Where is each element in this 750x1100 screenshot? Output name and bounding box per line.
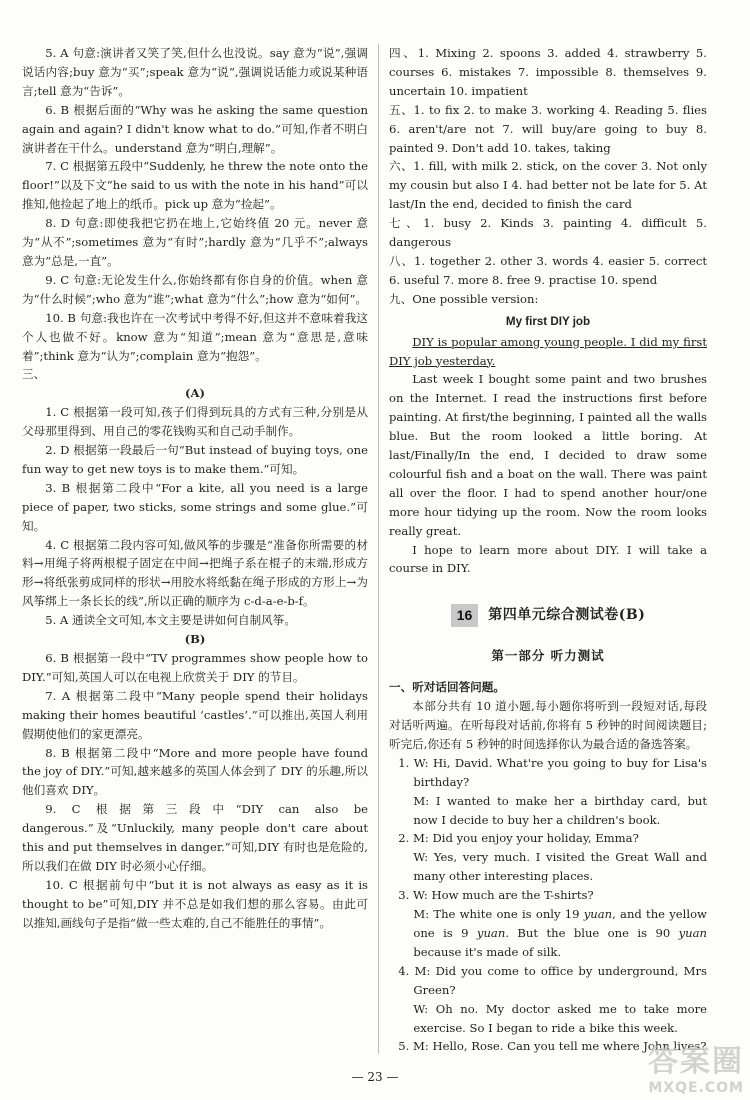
unit-title: 第四单元综合测试卷(B) — [488, 607, 646, 624]
answer-item: 9. C 根据第三段中“DIY can also be dangerous.”及“Unluckily, many people don't care about this and put themselves in danger.”可知,DIY 有时也是危险的,所以我们在做 DIY 时必须小心仔细。 — [22, 802, 368, 873]
answer-item: 9. C 句意:无论发生什么,你始终都有你自身的价值。when 意为“什么时候”;who 意为“谁”;what 意为“什么”;how 意为“如何”。 — [22, 272, 368, 306]
answer-item: 7. C 根据第五段中“Suddenly, he threw the note onto the floor!”以及下文“he said to us with the note in his hand”可以推知,他捡起了地上的纸币。pick up 意为“捡起”。 — [22, 159, 368, 212]
watermark-text-top: 答案圈 — [648, 1044, 744, 1079]
dialogue-line: 5. M: Hello, Rose. Can you tell me where John lives? — [398, 1039, 707, 1054]
listening-heading: 一、听对话回答问题。 — [389, 680, 505, 695]
dialogue-line: M: I wanted to make her a birthday card, but now I decide to buy her a children's book. — [413, 793, 707, 827]
answer-item: 6. B 根据后面的“Why was he asking the same question again and again? I didn't know what to do.”可知,作者不明白演讲者在干什么。understand 意为“明白,理解”。 — [22, 102, 368, 155]
left-column — [22, 44, 368, 933]
dialogue-line: M: The white one is only 19 yuan, and the yellow one is 9 yuan. But the blue one is 90 yuan because it's made of silk. — [413, 907, 707, 959]
dialogue-line: 2. M: Did you enjoy your holiday, Emma? — [398, 831, 639, 846]
unit-number-badge: 16 — [451, 604, 479, 627]
answer-item: 3. B 根据第二段中“For a kite, all you need is a large piece of paper, two sticks, some strings and some glue.”可知。 — [22, 480, 368, 533]
answer-item: 4. C 根据第二段内容可知,做风筝的步骤是“准备你所需要的材料→用绳子将两根棍子固定在中间→把绳子系在棍子的末端,形成方形→将纸张剪成同样的形状→用胶水将纸黏在绳子形成的方形上→为风筝绑上一条长长的线”,所以正确的顺序为 c-d-a-e-b-f。 — [22, 537, 368, 609]
answer-section: 五、1. to fix 2. to make 3. working 4. Reading 5. flies 6. aren't/are not 7. will buy/are going to buy 8. painted 9. Don't add 10. takes, taking — [389, 102, 707, 155]
watermark-logo — [648, 1036, 744, 1096]
column-divider — [378, 44, 379, 1054]
answer-section: 六、1. fill, with milk 2. stick, on the cover 3. Not only my cousin but also I 4. had better not be late for 5. At last/In the end, decided to finish the card — [389, 159, 707, 212]
unit-header — [389, 604, 707, 627]
dialogue-line: 1. W: Hi, David. What're you going to buy for Lisa's birthday? — [398, 755, 707, 789]
listening-intro: 本部分共有 10 道小题,每小题你将听到一段短对话,每段对话听两遍。在听每段对话前,你将有 5 秒钟的时间阅读题目;听完后,你还有 5 秒钟的时间选择你认为最合适的备选答案。 — [389, 699, 707, 751]
page-number: — 23 — — [351, 1070, 399, 1084]
right-column — [389, 44, 707, 1056]
dialogue-line: 3. W: How much are the T-shirts? — [398, 888, 594, 903]
answer-item: 8. B 根据第二段中“More and more people have found the joy of DIY.”可知,越来越多的英国人体会到了 DIY 的乐趣,所以他们喜欢 DIY。 — [22, 745, 368, 798]
dialogue-line: W: Yes, very much. I visited the Great Wall and many other interesting places. — [413, 850, 707, 884]
answer-item: 8. D 句意:即使我把它扔在地上,它始终值 20 元。never 意为“从不”;sometimes 意为“有时”;hardly 意为“几乎不”;always 意为“总是,一直”。 — [22, 216, 368, 268]
answer-item: 5. A 通读全文可知,本文主要是讲如何自制风筝。 — [45, 613, 296, 628]
answer-item: 1. C 根据第一段可知,孩子们得到玩具的方式有三种,分别是从父母那里得到、用自己的零花钱购买和自己动手制作。 — [22, 405, 368, 439]
dialogue-line: 4. M: Did you come to office by underground, Mrs Green? — [398, 963, 707, 997]
section-label: 三、 — [22, 367, 46, 382]
answer-item: 10. B 句意:我也许在一次考试中考得不好,但这并不意味着我这个人也做不好。know 意为“知道”;mean 意为“意思是,意味着”;think 意为“认为”;complain 意为“抱怨”。 — [22, 310, 368, 363]
essay-underlined-opening: DIY is popular among young people. I did my first DIY job yesterday. — [389, 334, 707, 368]
dialogue-line: W: Oh no. My doctor asked me to take more exercise. So I began to ride a bike this week. — [413, 1001, 707, 1035]
part-title: 第一部分 听力测试 — [491, 648, 605, 664]
answer-item: 10. C 根据前句中“but it is not always as easy as it is thought to be”可知,DIY 并不总是如我们想的那么容易。由此可以推知,画线句子是指“做一些太难的,自己不能胜任的事情”。 — [22, 877, 368, 930]
answer-section: 七、1. busy 2. Kinds 3. painting 4. difficult 5. dangerous — [389, 216, 707, 250]
answer-section: 四、1. Mixing 2. spoons 3. added 4. strawberry 5. courses 6. mistakes 7. impossible 8. themselves 9. uncertain 10. impatient — [389, 46, 707, 98]
answer-item: 7. A 根据第二段中“Many people spend their holidays making their homes beautiful ‘castles’.”可以推出,英国人利用假期使他们的家更漂亮。 — [22, 688, 368, 741]
essay-paragraph: Last week I bought some paint and two brushes on the Internet. I read the instructions first before painting. At first/the beginning, I painted all the walls blue. But the room looked a little boring. At last/Finally/In the end, I decided to draw some colourful fish and a boat on the wall. There was paint all over the floor. I had to spend another hour/one more hour tidying up the room. Now the room looks really great. — [389, 372, 707, 538]
essay-paragraph: I hope to learn more about DIY. I will take a course in DIY. — [389, 542, 707, 576]
answer-section: 九、One possible version: — [389, 291, 539, 306]
subsection-label: (B) — [184, 632, 206, 647]
answer-item: 2. D 根据第一段最后一句“But instead of buying toys, one fun way to get new toys is to make them.”可知。 — [22, 443, 368, 476]
answer-section: 八、1. together 2. other 3. words 4. easier 5. correct 6. useful 7. more 8. free 9. practise 10. spend — [389, 253, 707, 287]
subsection-label: (A) — [185, 386, 205, 401]
answer-item: 5. A 句意:演讲者又笑了笑,但什么也没说。say 意为“说”,强调说话内容;buy 意为“买”;speak 意为“说”,强调说话能力或说某种语言;tell 意为“告诉”。 — [22, 46, 368, 98]
watermark-text-bottom: MXQE.COM — [648, 1080, 744, 1096]
essay-title: My first DIY job — [505, 314, 591, 328]
answer-item: 6. B 根据第一段中“TV programmes show people how to DIY.”可知,英国人可以在电视上欣赏关于 DIY 的节目。 — [22, 651, 368, 684]
